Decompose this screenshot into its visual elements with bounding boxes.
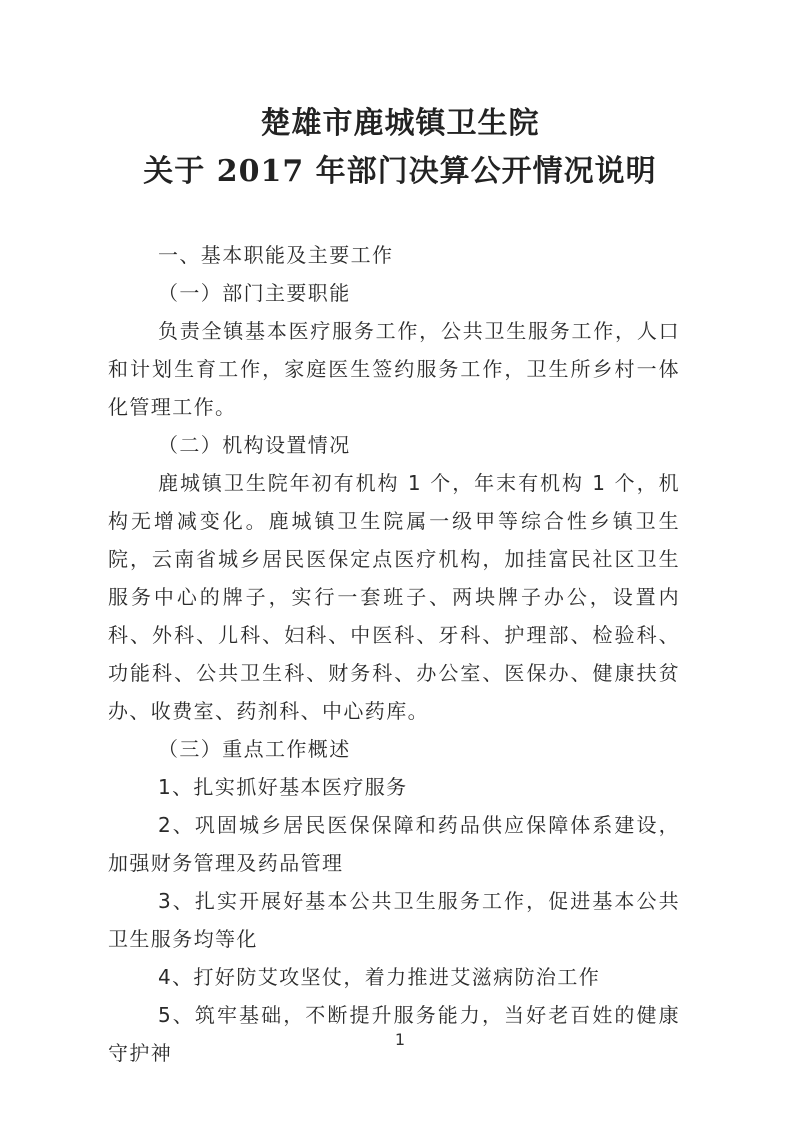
list-item-key-work-4: 4、打好防艾攻坚仗，着力推进艾滋病防治工作 <box>158 965 601 989</box>
list-item-key-work-3: 3、扎实开展好基本公共卫生服务工作，促进基本公共卫生服务均等化 <box>108 889 680 951</box>
subsection-heading-organization: （二）机构设置情况 <box>158 433 351 457</box>
subsection-heading-main-functions: （一）部门主要职能 <box>158 281 351 305</box>
section-heading-basic-functions: 一、基本职能及主要工作 <box>158 243 394 267</box>
document-title-line2: 关于 2017 年部门决算公开情况说明 <box>143 154 657 189</box>
page-number: 1 <box>394 1030 406 1049</box>
list-item-key-work-5: 5、筑牢基础，不断提升服务能力，当好老百姓的健康守护神 <box>108 1003 680 1065</box>
document-body <box>108 236 680 1072</box>
paragraph-main-functions: 负责全镇基本医疗服务工作，公共卫生服务工作，人口和计划生育工作，家庭医生签约服务工作，卫生所乡村一体化管理工作。 <box>108 319 680 419</box>
list-item-key-work-1: 1、扎实抓好基本医疗服务 <box>158 775 408 799</box>
list-item-key-work-2: 2、巩固城乡居民医保保障和药品供应保障体系建设，加强财务管理及药品管理 <box>108 813 680 875</box>
subsection-heading-key-work: （三）重点工作概述 <box>158 737 351 761</box>
document-title-line1: 楚雄市鹿城镇卫生院 <box>260 106 540 141</box>
paragraph-organization: 鹿城镇卫生院年初有机构 1 个，年末有机构 1 个，机构无增减变化。鹿城镇卫生院属一级甲等综合性乡镇卫生院，云南省城乡居民医保定点医疗机构，加挂富民社区卫生服务中心的牌子，实行一套班子、两块牌子办公，设置内科、外科、儿科、妇科、中医科、牙科、护理部、检验科、功能科、公共卫生科、财务科、办公室、医保办、健康扶贫办、收费室、药剂科、中心药库。 <box>108 471 680 723</box>
